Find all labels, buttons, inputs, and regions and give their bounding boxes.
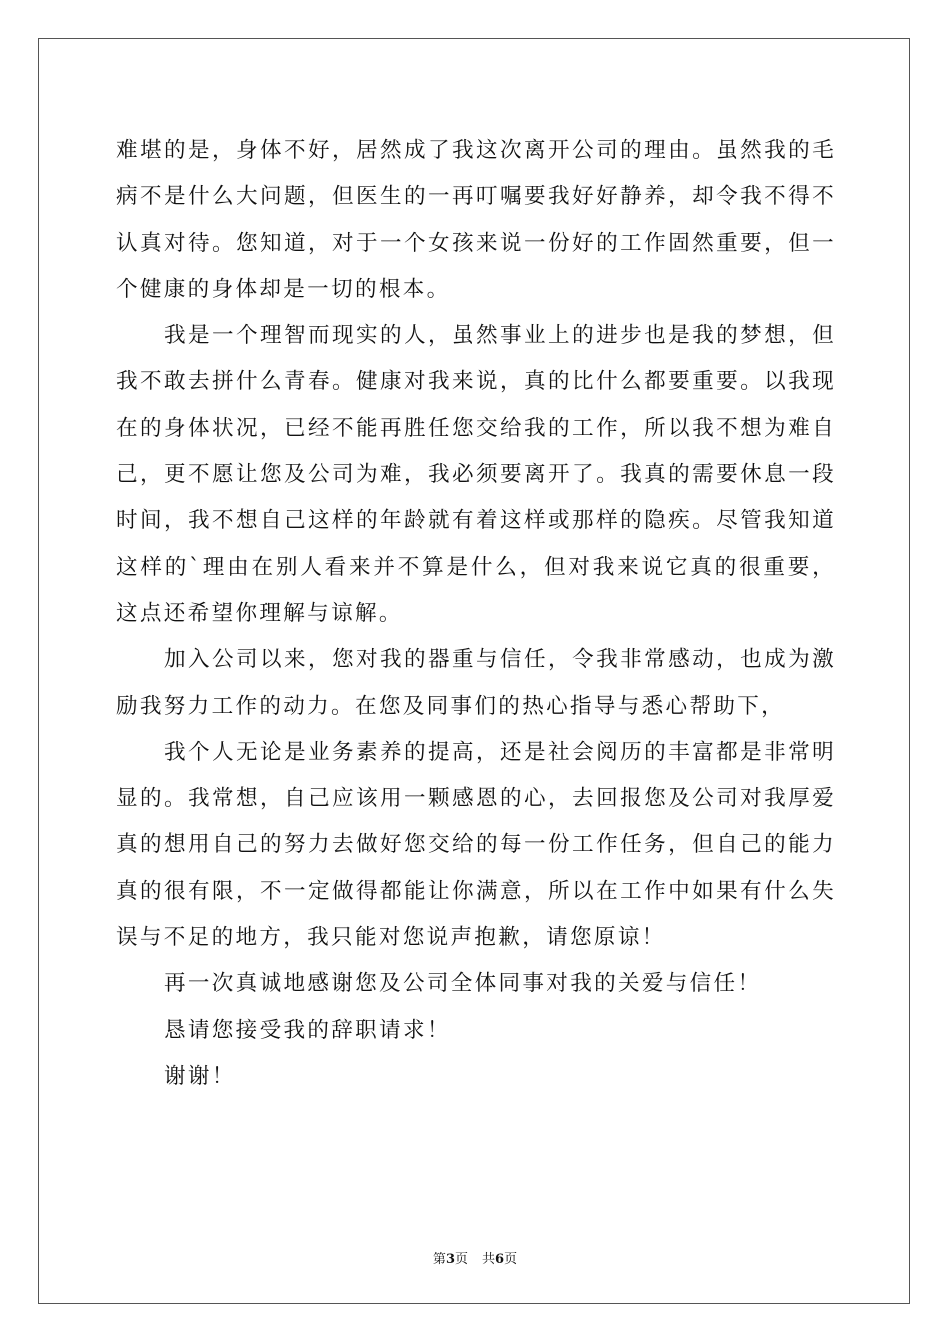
footer-total-number: 6 xyxy=(495,1252,505,1267)
footer-total-prefix: 共 xyxy=(482,1252,496,1267)
footer-page-number: 3 xyxy=(445,1252,455,1267)
paragraph-7: 谢谢！ xyxy=(164,1063,236,1089)
paragraph-1: 难堪的是，身体不好，居然成了我这次离开公司的理由。虽然我的毛病不是什么大问题，但医生的一再叮嘱要我好好静养，却令我不得不认真对待。您知道，对于一个女孩来说一份好的工作固然重要，但一个健康的身体却是一切的根本。 xyxy=(116,138,836,302)
footer-page-suffix: 页 xyxy=(454,1252,468,1267)
page-footer xyxy=(0,1248,950,1267)
paragraph-3: 加入公司以来，您对我的器重与信任，令我非常感动，也成为激励我努力工作的动力。在您及同事们的热心指导与悉心帮助下， xyxy=(116,647,836,719)
document-body xyxy=(116,128,836,1100)
paragraph-4: 我个人无论是业务素养的提高，还是社会阅历的丰富都是非常明显的。我常想，自己应该用一颗感恩的心，去回报您及公司对我厚爱真的想用自己的努力去做好您交给的每一份工作任务，但自己的能力真的很有限，不一定做得都能让你满意，所以在工作中如果有什么失误与不足的地方，我只能对您说声抱歉，请您原谅！ xyxy=(116,739,836,951)
footer-total-suffix: 页 xyxy=(504,1252,518,1267)
paragraph-5: 再一次真诚地感谢您及公司全体同事对我的关爱与信任！ xyxy=(164,971,762,997)
paragraph-2: 我是一个理智而现实的人，虽然事业上的进步也是我的梦想，但我不敢去拼什么青春。健康对我来说，真的比什么都要重要。以我现在的身体状况，已经不能再胜任您交给我的工作，所以我不想为难自己，更不愿让您及公司为难，我必须要离开了。我真的需要休息一段时间，我不想自己这样的年龄就有着这样或那样的隐疾。尽管我知道这样的`理由在别人看来并不算是什么，但对我来说它真的很重要，这点还希望你理解与谅解。 xyxy=(116,323,836,626)
footer-page-prefix: 第 xyxy=(432,1252,446,1267)
paragraph-6: 恳请您接受我的辞职请求！ xyxy=(164,1017,451,1043)
